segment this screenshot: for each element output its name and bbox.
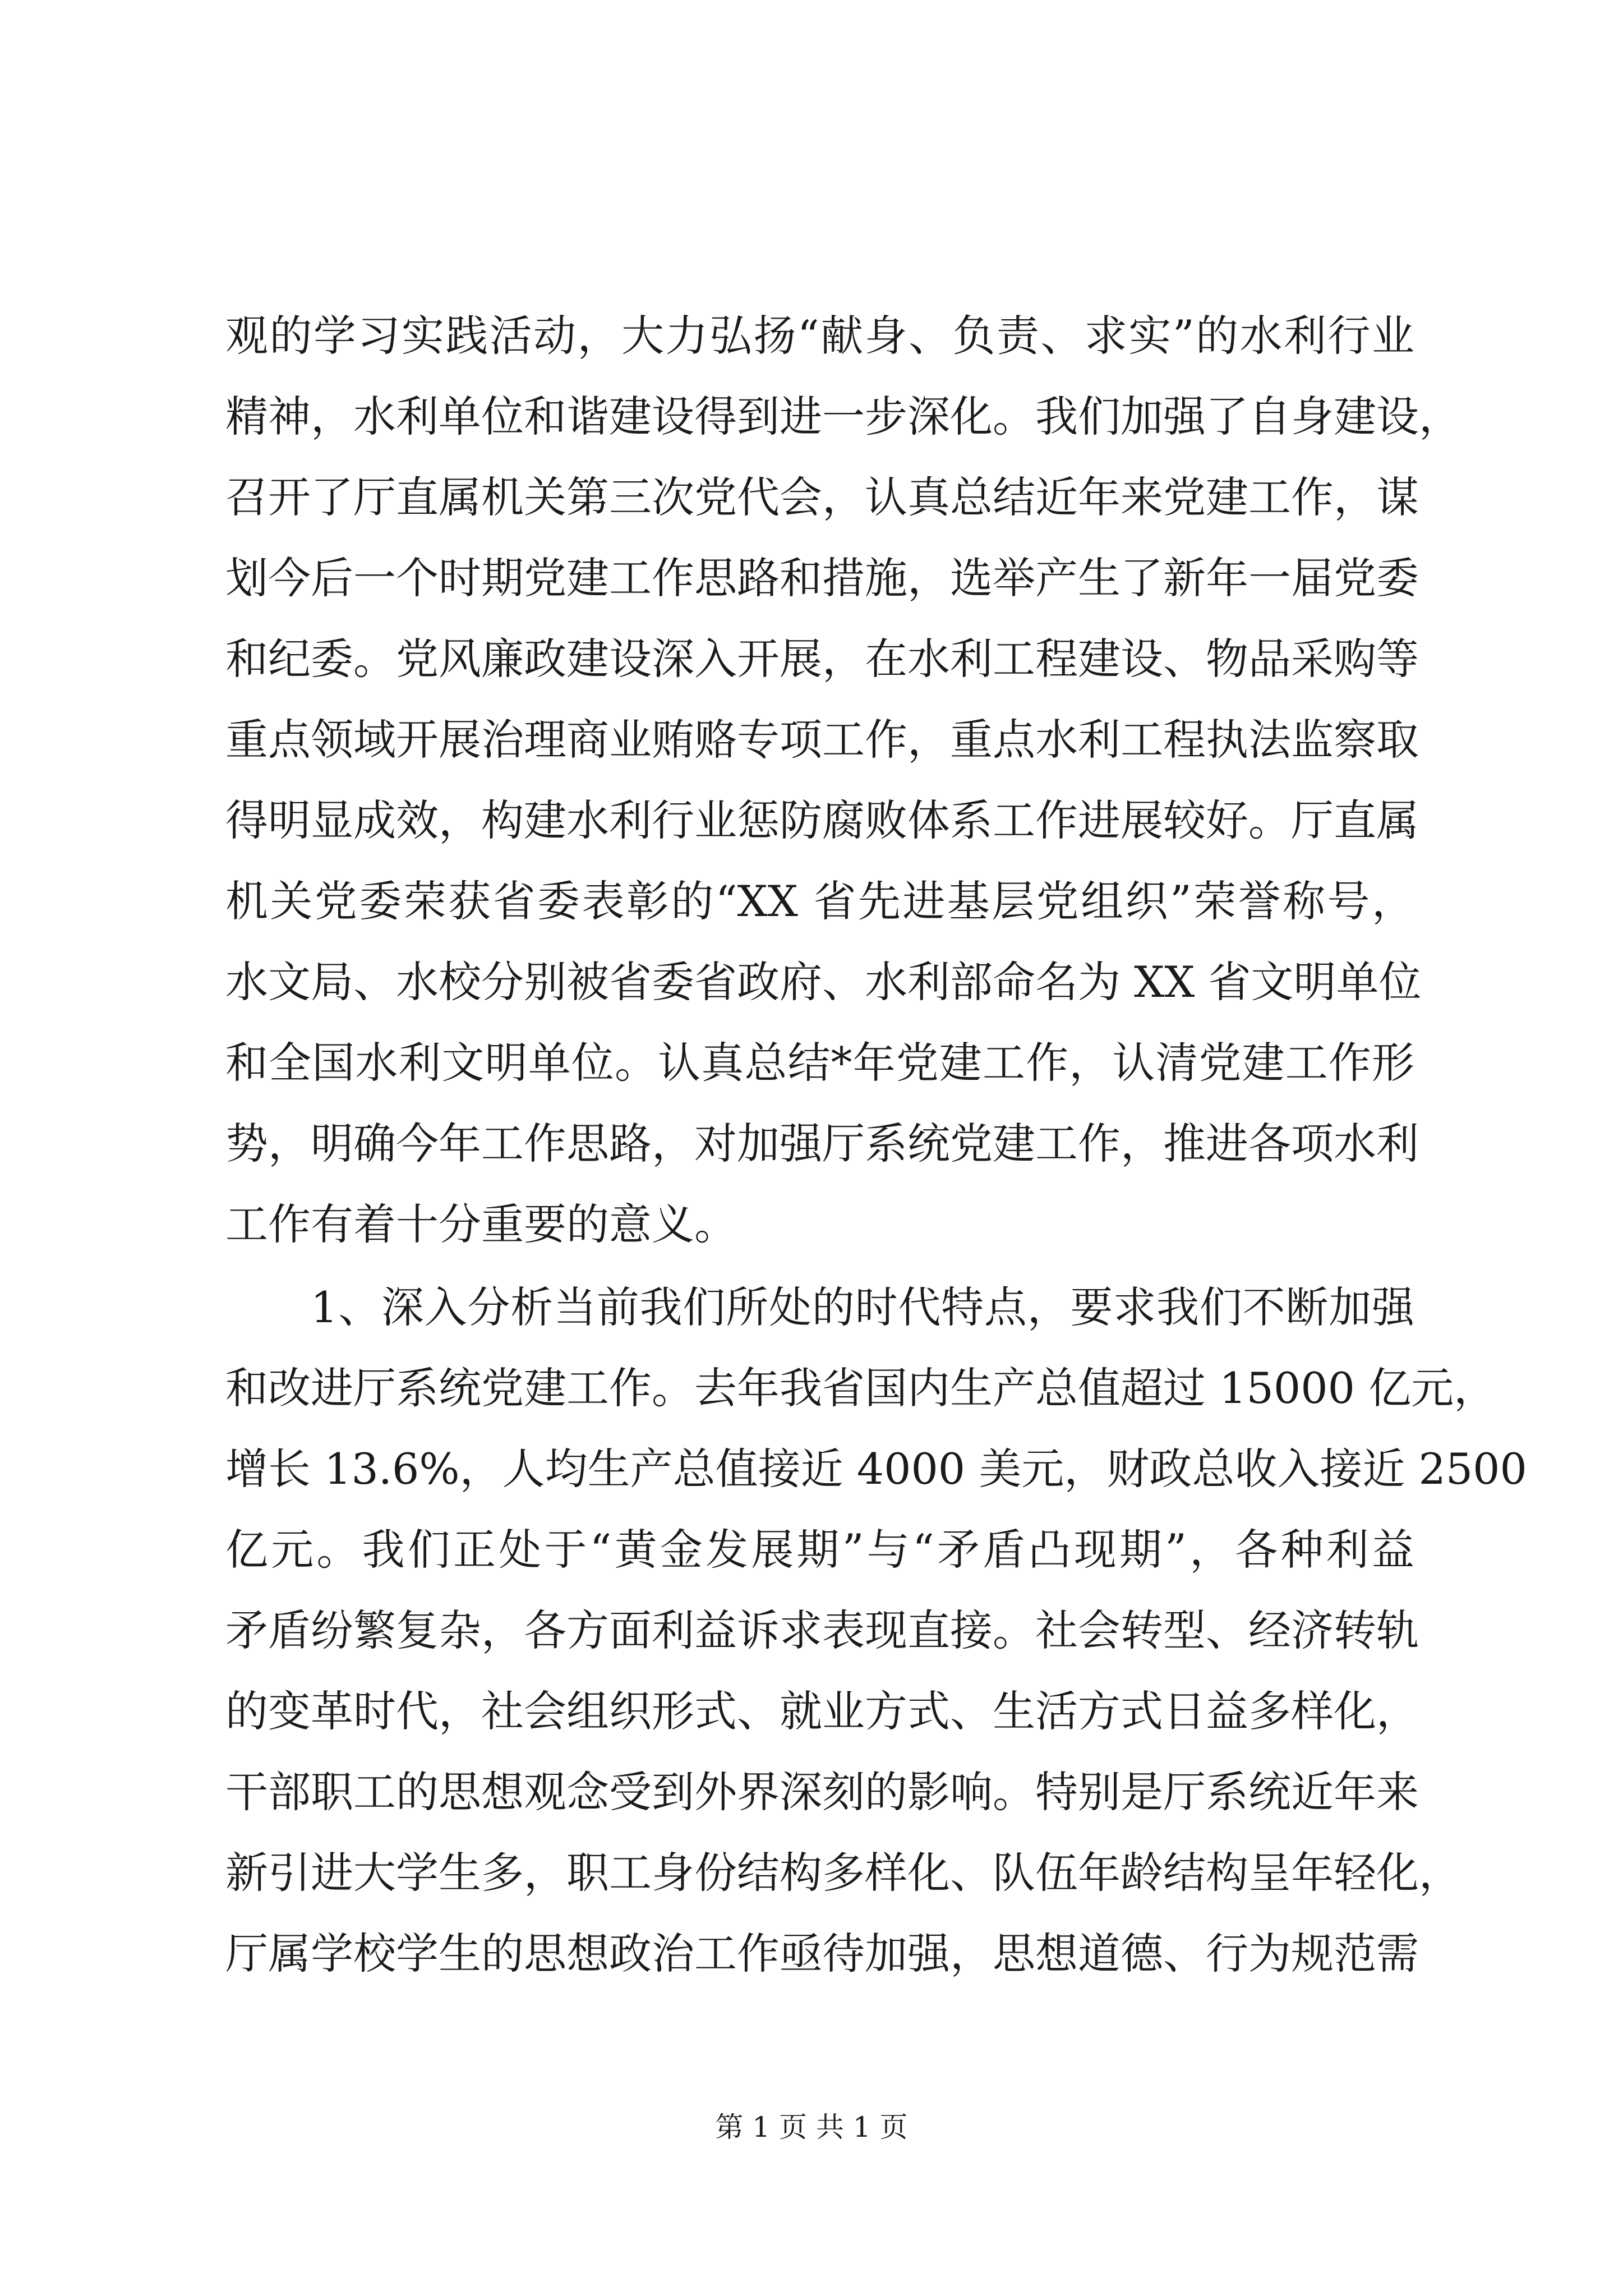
document-body [225,296,1527,1994]
text-line: 亿元。我们正处于“黄金发展期”与“矛盾凸现期”，各种利益 [225,1525,1414,1575]
text-line: 增长 13.6%，人均生产总值接近 4000 美元，财政总收入接近 2500 [225,1444,1527,1494]
text-line: 势，明确今年工作思路，对加强厅系统党建工作，推进各项水利 [225,1119,1419,1168]
text-line: 得明显成效，构建水利行业惩防腐败体系工作进展较好。厅直属 [225,795,1419,845]
text-line: 精神，水利单位和谐建设得到进一步深化。我们加强了自身建设， [225,392,1461,441]
text-line: 1、深入分析当前我们所处的时代特点，要求我们不断加强 [311,1282,1414,1332]
text-line: 工作有着十分重要的意义。 [225,1199,737,1249]
paragraph-1 [225,296,1461,1265]
text-line: 和改进厅系统党建工作。去年我省国内生产总值超过 15000 亿元， [225,1363,1497,1413]
text-line: 观的学习实践活动，大力弘扬“献身、负责、求实”的水利行业 [225,311,1414,361]
text-line: 水文局、水校分别被省委省政府、水利部命名为 XX 省文明单位 [225,957,1422,1007]
text-line: 干部职工的思想观念受到外界深刻的影响。特别是厅系统近年来 [225,1767,1419,1817]
text-line: 机关党委荣获省委表彰的“XX 省先进基层党组织”荣誉称号， [225,876,1414,926]
text-line: 矛盾纷繁复杂，各方面利益诉求表现直接。社会转型、经济转轨 [225,1605,1419,1655]
paragraph-2 [225,1267,1527,1994]
text-line: 划今后一个时期党建工作思路和措施，选举产生了新年一届党委 [225,553,1419,603]
text-line: 厅属学校学生的思想政治工作亟待加强，思想道德、行为规范需 [225,1929,1419,1978]
text-line: 和纪委。党风廉政建设深入开展，在水利工程建设、物品采购等 [225,634,1419,684]
text-line: 和全国水利文明单位。认真总结*年党建工作，认清党建工作形 [225,1038,1414,1088]
page-number-footer: 第 1 页 共 1 页 [715,2111,908,2143]
text-line: 召开了厅直属机关第三次党代会，认真总结近年来党建工作，谋 [225,472,1419,522]
text-line: 的变革时代，社会组织形式、就业方式、生活方式日益多样化， [225,1686,1419,1736]
text-line: 新引进大学生多，职工身份结构多样化、队伍年龄结构呈年轻化， [225,1848,1461,1898]
text-line: 重点领域开展治理商业贿赂专项工作，重点水利工程执法监察取 [225,715,1419,765]
